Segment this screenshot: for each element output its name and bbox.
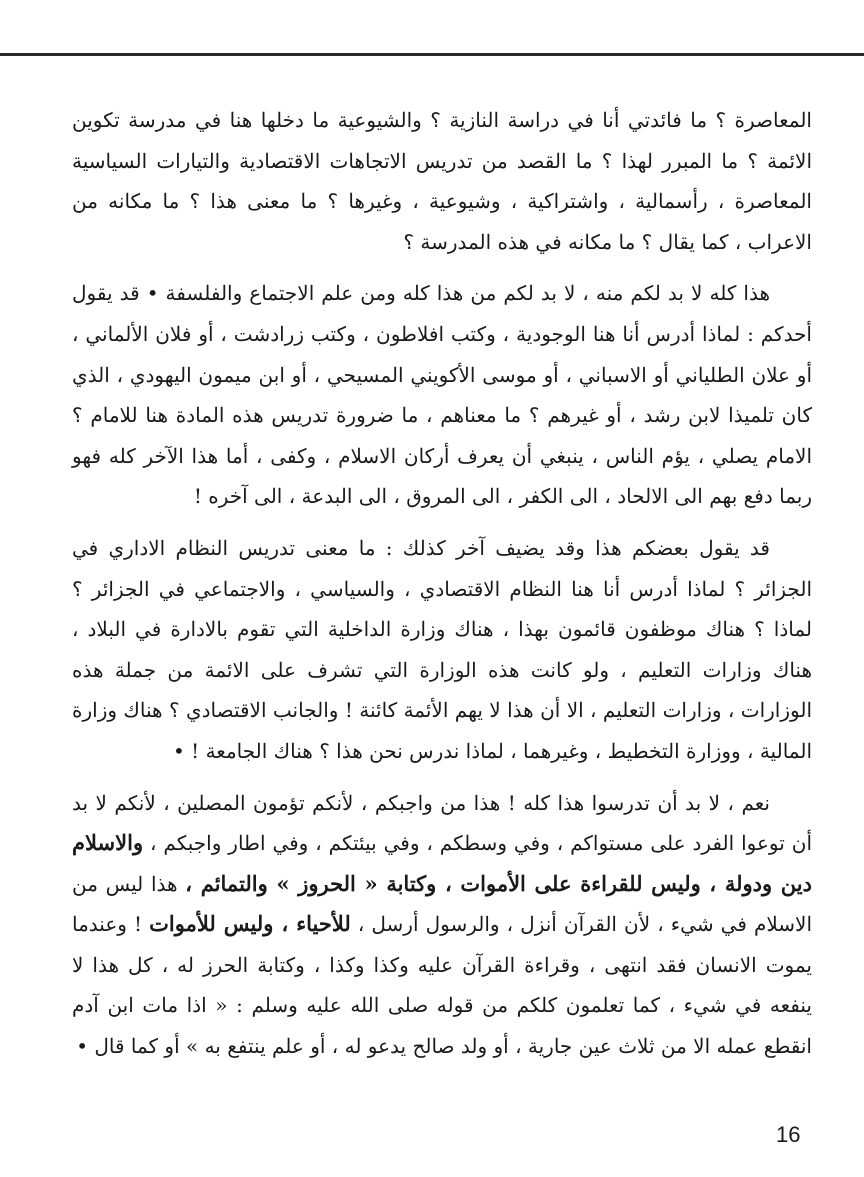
paragraph-4-bold-2: للأحياء ، وليس للأموات bbox=[149, 911, 351, 937]
paragraph-4 bbox=[72, 783, 812, 1067]
paragraph-4-text-1: نعم ، لا بد أن تدرسوا هذا كله ! هذا من واجبكم ، لأنكم تؤمون المصلين ، لأنكم لا بد أن توعوا الفرد على مستواكم ، وفي وسطكم ، وفي بيئتكم ، وفي اطار واجبكم ، bbox=[72, 790, 812, 856]
page-body bbox=[72, 100, 812, 1067]
top-rule bbox=[0, 53, 864, 56]
paragraph-3: قد يقول بعضكم هذا وقد يضيف آخر كذلك : ما معنى تدريس النظام الاداري في الجزائر ؟ لماذا أدرس أنا هنا النظام الاقتصادي ، والسياسي ، والاجتماعي في الجزائر ؟ لماذا ؟ هناك موظفون قائمون بهذا ، هناك وزارة الداخلية التي تقوم بالادارة في البلاد ، هناك وزارات التعليم ، ولو كانت هذه الوزارة التي تشرف على الائمة من جملة هذه الوزارات ، وزارات التعليم ، الا أن هذا لا يهم الأئمة كائنة ! والجانب الاقتصادي ؟ هناك وزارة المالية ، ووزارة التخطيط ، وغيرهما ، لماذا ندرس نحن هذا ؟ هناك الجامعة ! • bbox=[72, 535, 812, 763]
paragraph-2: هذا كله لا بد لكم منه ، لا بد لكم من هذا كله ومن علم الاجتماع والفلسفة • قد يقول أحدكم : لماذا أدرس أنا هنا الوجودية ، وكتب افلاطون ، وكتب زرادشت ، أو فلان الألماني ، أو علان الطلياني أو الاسباني ، أو موسى الأكويني المسيحي ، أو ابن ميمون اليهودي ، الذي كان تلميذا لابن رشد ، أو غيرهم ؟ ما معناهم ، ما ضرورة تدريس هذه المادة هنا للامام ؟ الامام يصلي ، يؤم الناس ، ينبغي أن يعرف أركان الاسلام ، وكفى ، أما هذا الآخر كله فهو ربما دفع بهم الى الالحاد ، الى الكفر ، الى المروق ، الى البدعة ، الى آخره ! bbox=[72, 281, 812, 509]
paragraph-4-text-2: هذا ليس من الاسلام في شيء ، لأن القرآن أنزل ، والرسول أرسل ، bbox=[72, 871, 813, 937]
paragraph-1: المعاصرة ؟ ما فائدتي أنا في دراسة النازية ؟ والشيوعية ما دخلها هنا في مدرسة تكوين الائمة ؟ ما المبرر لهذا ؟ ما القصد من تدريس الاتجاهات الاقتصادية والتيارات السياسية المعاصرة ، رأسمالية ، واشتراكية ، وشيوعية ، وغيرها ؟ ما معنى هذا ؟ ما مكانه من الاعراب ، كما يقال ؟ ما مكانه في هذه المدرسة ؟ bbox=[72, 108, 812, 254]
page-number: 16 bbox=[776, 1122, 801, 1147]
paragraph-4-bold-1: والاسلام دين ودولة ، وليس للقراءة على الأموات ، وكتابة « الحروز » والتمائم ، bbox=[72, 830, 812, 896]
paragraph-4-text-3: ! وعندما يموت الانسان فقد انتهى ، وقراءة القرآن عليه وكذا وكذا ، وكتابة الحرز له ، كل هذا لا ينفعه في شيء ، كما تعلمون كلكم من قوله صلى الله عليه وسلم : « اذا مات ابن آدم انقطع عمله الا من ثلاث عين جارية ، أو ولد صالح يدعو له ، أو علم ينتفع به » أو كما قال • bbox=[72, 912, 813, 1059]
